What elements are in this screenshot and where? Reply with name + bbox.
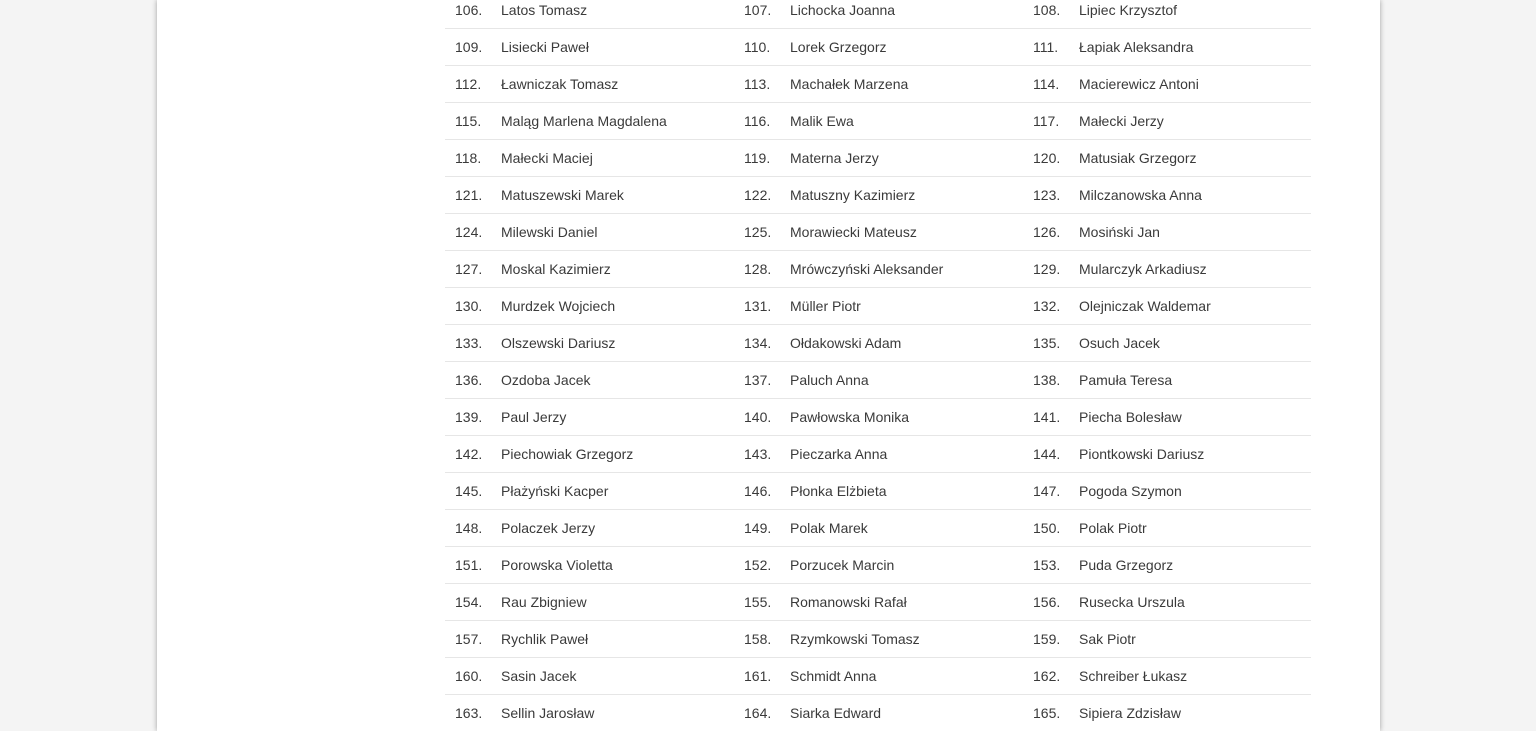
item-number: 146. — [744, 483, 772, 499]
list-item — [734, 140, 1023, 176]
deputy-name: Mularczyk Arkadiusz — [1079, 261, 1207, 277]
item-number: 120. — [1033, 150, 1061, 166]
list-item — [445, 399, 734, 435]
item-number: 130. — [455, 298, 483, 314]
deputy-name: Piecha Bolesław — [1079, 409, 1182, 425]
list-item — [445, 362, 734, 398]
table-row — [445, 177, 1311, 214]
deputy-name: Schreiber Łukasz — [1079, 668, 1188, 684]
list-item — [445, 103, 734, 139]
deputy-name: Olszewski Dariusz — [501, 335, 616, 351]
item-number: 165. — [1033, 705, 1061, 721]
deputy-name: Pamuła Teresa — [1079, 372, 1173, 388]
list-item — [734, 621, 1023, 657]
item-number: 138. — [1033, 372, 1061, 388]
item-number: 129. — [1033, 261, 1061, 277]
list-item — [734, 695, 1023, 731]
list-item — [445, 621, 734, 657]
list-item — [445, 325, 734, 361]
list-item — [1023, 0, 1311, 28]
item-number: 126. — [1033, 224, 1061, 240]
deputy-name: Lisiecki Paweł — [501, 39, 589, 55]
deputy-name: Ołdakowski Adam — [790, 335, 902, 351]
deputy-name: Płażyński Kacper — [501, 483, 609, 499]
deputy-name: Polaczek Jerzy — [501, 520, 596, 536]
item-number: 151. — [455, 557, 483, 573]
item-number: 122. — [744, 187, 772, 203]
item-number: 154. — [455, 594, 483, 610]
list-item — [1023, 288, 1311, 324]
item-number: 164. — [744, 705, 772, 721]
list-item — [445, 695, 734, 731]
list-item — [1023, 621, 1311, 657]
table-row — [445, 510, 1311, 547]
item-number: 106. — [455, 2, 483, 18]
list-item — [445, 0, 734, 28]
deputy-name: Olejniczak Waldemar — [1079, 298, 1211, 314]
item-number: 131. — [744, 298, 772, 314]
deputy-name: Milewski Daniel — [501, 224, 598, 240]
item-number: 127. — [455, 261, 483, 277]
item-number: 115. — [455, 113, 482, 129]
deputy-name: Ławniczak Tomasz — [501, 76, 619, 92]
list-item — [734, 325, 1023, 361]
deputy-name: Płonka Elżbieta — [790, 483, 887, 499]
deputy-name: Pawłowska Monika — [790, 409, 910, 425]
deputy-name: Piontkowski Dariusz — [1079, 446, 1205, 462]
list-item — [445, 140, 734, 176]
item-number: 149. — [744, 520, 772, 536]
deputy-name: Matusiak Grzegorz — [1079, 150, 1197, 166]
table-row — [445, 140, 1311, 177]
item-number: 139. — [455, 409, 483, 425]
deputy-name: Paluch Anna — [790, 372, 869, 388]
list-item — [445, 658, 734, 694]
item-number: 110. — [744, 39, 771, 55]
item-number: 121. — [455, 187, 483, 203]
item-number: 155. — [744, 594, 772, 610]
list-item — [1023, 473, 1311, 509]
list-item — [445, 584, 734, 620]
list-item — [734, 510, 1023, 546]
list-item — [734, 251, 1023, 287]
list-item — [445, 547, 734, 583]
item-number: 140. — [744, 409, 772, 425]
list-item — [1023, 66, 1311, 102]
deputy-name: Latos Tomasz — [501, 2, 588, 18]
list-item — [1023, 325, 1311, 361]
list-item — [1023, 103, 1311, 139]
deputy-name: Małecki Jerzy — [1079, 113, 1164, 129]
deputy-name: Puda Grzegorz — [1079, 557, 1174, 573]
deputy-name: Moskal Kazimierz — [501, 261, 611, 277]
deputy-name: Rzymkowski Tomasz — [790, 631, 920, 647]
list-item — [734, 473, 1023, 509]
item-number: 161. — [744, 668, 772, 684]
deputy-name: Lipiec Krzysztof — [1079, 2, 1178, 18]
deputy-name: Polak Marek — [790, 520, 868, 536]
item-number: 128. — [744, 261, 772, 277]
item-number: 162. — [1033, 668, 1061, 684]
item-number: 108. — [1033, 2, 1061, 18]
list-item — [445, 473, 734, 509]
table-row — [445, 0, 1311, 29]
list-item — [734, 177, 1023, 213]
deputy-name: Sak Piotr — [1079, 631, 1136, 647]
deputy-name: Rychlik Paweł — [501, 631, 589, 647]
list-item — [734, 288, 1023, 324]
list-item — [1023, 584, 1311, 620]
table-row — [445, 658, 1311, 695]
deputy-name: Ozdoba Jacek — [501, 372, 591, 388]
deputy-name: Piechowiak Grzegorz — [501, 446, 634, 462]
table-row — [445, 547, 1311, 584]
deputy-name: Maląg Marlena Magdalena — [501, 113, 667, 129]
deputy-name: Malik Ewa — [790, 113, 854, 129]
table-row — [445, 621, 1311, 658]
list-item — [1023, 29, 1311, 65]
deputy-name: Sipiera Zdzisław — [1079, 705, 1181, 721]
list-item — [445, 177, 734, 213]
deputy-name: Polak Piotr — [1079, 520, 1147, 536]
item-number: 143. — [744, 446, 772, 462]
table-row — [445, 288, 1311, 325]
deputy-name: Milczanowska Anna — [1079, 187, 1202, 203]
deputy-name: Macierewicz Antoni — [1079, 76, 1199, 92]
deputy-name: Materna Jerzy — [790, 150, 879, 166]
deputy-name: Pogoda Szymon — [1079, 483, 1182, 499]
deputy-name: Siarka Edward — [790, 705, 882, 721]
list-item — [445, 214, 734, 250]
item-number: 158. — [744, 631, 772, 647]
list-item — [734, 214, 1023, 250]
list-item — [734, 66, 1023, 102]
item-number: 132. — [1033, 298, 1061, 314]
table-row — [445, 695, 1311, 731]
deputy-name: Müller Piotr — [790, 298, 861, 314]
list-item — [734, 547, 1023, 583]
item-number: 117. — [1033, 113, 1060, 129]
deputy-name: Małecki Maciej — [501, 150, 593, 166]
item-number: 114. — [1033, 76, 1060, 92]
deputy-name: Łapiak Aleksandra — [1079, 39, 1194, 55]
item-number: 145. — [455, 483, 483, 499]
item-number: 159. — [1033, 631, 1061, 647]
item-number: 125. — [744, 224, 772, 240]
list-item — [1023, 399, 1311, 435]
item-number: 148. — [455, 520, 483, 536]
item-number: 150. — [1033, 520, 1061, 536]
deputy-name: Rau Zbigniew — [501, 594, 587, 610]
list-item — [1023, 140, 1311, 176]
list-item — [734, 103, 1023, 139]
deputy-name: Matuszewski Marek — [501, 187, 624, 203]
deputy-name: Schmidt Anna — [790, 668, 877, 684]
item-number: 111. — [1033, 39, 1059, 55]
list-item — [445, 251, 734, 287]
item-number: 147. — [1033, 483, 1061, 499]
list-item — [1023, 177, 1311, 213]
list-item — [445, 29, 734, 65]
item-number: 107. — [744, 2, 772, 18]
deputy-name: Mrówczyński Aleksander — [790, 261, 944, 277]
table-row — [445, 399, 1311, 436]
item-number: 141. — [1033, 409, 1061, 425]
item-number: 152. — [744, 557, 772, 573]
table-row — [445, 66, 1311, 103]
item-number: 157. — [455, 631, 483, 647]
list-item — [734, 362, 1023, 398]
item-number: 135. — [1033, 335, 1061, 351]
list-item — [734, 436, 1023, 472]
item-number: 124. — [455, 224, 483, 240]
item-number: 118. — [455, 150, 482, 166]
deputy-name: Machałek Marzena — [790, 76, 909, 92]
deputy-name: Lorek Grzegorz — [790, 39, 887, 55]
list-item — [1023, 251, 1311, 287]
item-number: 144. — [1033, 446, 1061, 462]
table-row — [445, 214, 1311, 251]
page-content — [157, 0, 1380, 731]
item-number: 156. — [1033, 594, 1061, 610]
table-row — [445, 325, 1311, 362]
item-number: 137. — [744, 372, 772, 388]
list-item — [1023, 436, 1311, 472]
item-number: 119. — [744, 150, 771, 166]
table-row — [445, 362, 1311, 399]
item-number: 160. — [455, 668, 483, 684]
deputy-name: Mosiński Jan — [1079, 224, 1160, 240]
deputy-name: Paul Jerzy — [501, 409, 567, 425]
item-number: 153. — [1033, 557, 1061, 573]
list-item — [734, 399, 1023, 435]
item-number: 109. — [455, 39, 483, 55]
list-item — [734, 658, 1023, 694]
deputy-name: Pieczarka Anna — [790, 446, 888, 462]
deputy-name: Sasin Jacek — [501, 668, 577, 684]
list-item — [445, 510, 734, 546]
table-row — [445, 473, 1311, 510]
item-number: 116. — [744, 113, 771, 129]
item-number: 142. — [455, 446, 483, 462]
deputy-list — [445, 0, 1311, 731]
item-number: 112. — [455, 76, 482, 92]
table-row — [445, 29, 1311, 66]
item-number: 136. — [455, 372, 483, 388]
list-item — [445, 288, 734, 324]
item-number: 163. — [455, 705, 483, 721]
deputy-name: Osuch Jacek — [1079, 335, 1160, 351]
list-item — [1023, 214, 1311, 250]
item-number: 134. — [744, 335, 772, 351]
list-item — [1023, 658, 1311, 694]
list-item — [734, 584, 1023, 620]
list-item — [445, 436, 734, 472]
list-item — [1023, 510, 1311, 546]
list-item — [1023, 547, 1311, 583]
deputy-name: Lichocka Joanna — [790, 2, 896, 18]
deputy-name: Morawiecki Mateusz — [790, 224, 917, 240]
list-item — [734, 0, 1023, 28]
table-row — [445, 103, 1311, 140]
item-number: 123. — [1033, 187, 1061, 203]
deputy-name: Matuszny Kazimierz — [790, 187, 916, 203]
table-row — [445, 584, 1311, 621]
list-item — [734, 29, 1023, 65]
deputy-name: Sellin Jarosław — [501, 705, 595, 721]
deputy-name: Porzucek Marcin — [790, 557, 895, 573]
table-row — [445, 436, 1311, 473]
deputy-name: Rusecka Urszula — [1079, 594, 1185, 610]
deputy-name: Romanowski Rafał — [790, 594, 907, 610]
list-item — [445, 66, 734, 102]
list-item — [1023, 362, 1311, 398]
deputy-name: Porowska Violetta — [501, 557, 613, 573]
deputy-name: Murdzek Wojciech — [501, 298, 616, 314]
list-item — [1023, 695, 1311, 731]
item-number: 133. — [455, 335, 483, 351]
table-row — [445, 251, 1311, 288]
item-number: 113. — [744, 76, 771, 92]
